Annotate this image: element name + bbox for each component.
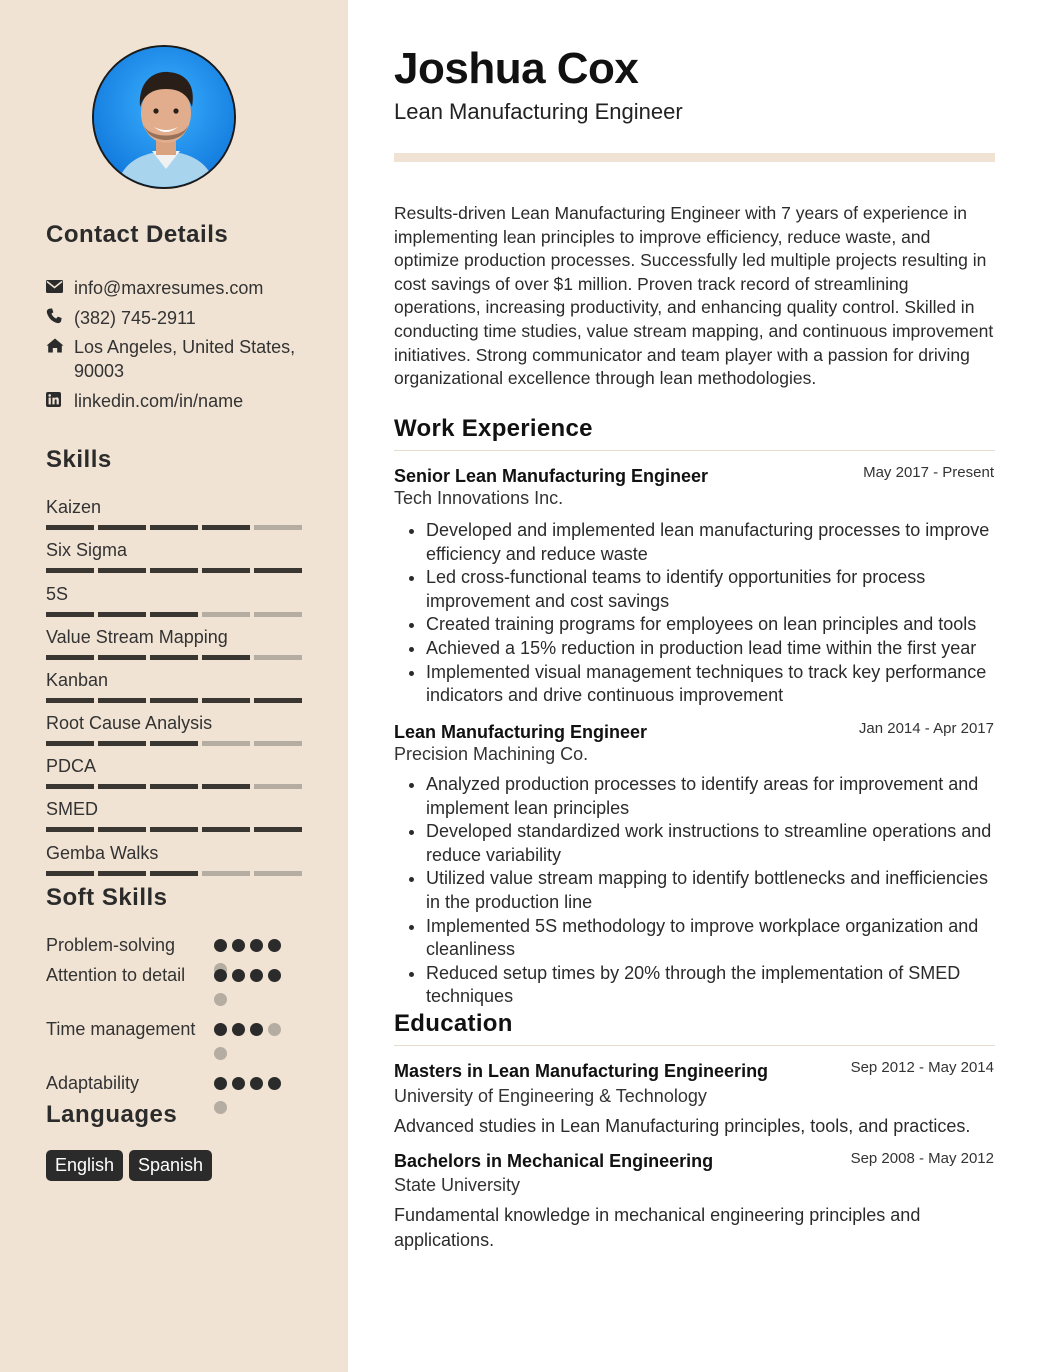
skill-level-segment: [98, 827, 146, 832]
address-line-1: Los Angeles, United States,: [74, 337, 296, 357]
linkedin-icon: [46, 389, 74, 409]
degree-title: Masters in Lean Manufacturing Engineering: [394, 1061, 769, 1081]
degree-dates: Sep 2012 - May 2014: [850, 1059, 994, 1076]
list-item: Analyzed production processes to identify areas for improvement and implement lean principles: [404, 773, 1000, 820]
skill-level-segment: [46, 698, 94, 703]
skill-item: [46, 583, 302, 617]
candidate-title: Lean Manufacturing Engineer: [394, 99, 683, 124]
soft-skill-name: Adaptability: [46, 1073, 140, 1093]
skill-level-segment: [98, 612, 146, 617]
rating-dot: [214, 1047, 227, 1060]
list-item: Reduced setup times by 20% through the implementation of SMED techniques: [404, 962, 1000, 1009]
contact-email[interactable]: [46, 276, 263, 300]
soft-skill-item: [46, 933, 306, 957]
job-company: Precision Machining Co.: [394, 744, 589, 764]
soft-skill-item: [46, 1017, 306, 1041]
skill-name: Gemba Walks: [46, 843, 159, 863]
skill-level-segment: [98, 784, 146, 789]
rating-dot: [250, 1077, 263, 1090]
skill-level-bar: [46, 612, 302, 617]
soft-skills-heading: Soft Skills: [46, 884, 168, 911]
skill-item: [46, 842, 302, 876]
contact-address: [46, 335, 295, 383]
profile-photo: [92, 45, 236, 189]
skill-level-segment: [98, 698, 146, 703]
school-name: University of Engineering & Technology: [394, 1086, 707, 1106]
skill-level-segment: [254, 698, 302, 703]
skill-level-bar: [46, 698, 302, 703]
education-heading: Education: [394, 1010, 513, 1037]
job-bullets: [404, 773, 1000, 1009]
skill-name: Kanban: [46, 670, 109, 690]
phone-text: (382) 745-2911: [74, 308, 196, 328]
job-dates: May 2017 - Present: [863, 464, 994, 481]
skill-level-segment: [46, 655, 94, 660]
work-experience-heading: Work Experience: [394, 415, 593, 442]
skill-name: Root Cause Analysis: [46, 713, 213, 733]
soft-skill-name: Time management: [46, 1019, 196, 1039]
skill-level-segment: [98, 525, 146, 530]
languages-heading: Languages: [46, 1101, 178, 1128]
skill-item: [46, 798, 302, 832]
list-item: Developed and implemented lean manufacturing processes to improve efficiency and reduce waste: [404, 519, 1000, 566]
skill-level-segment: [254, 871, 302, 876]
linkedin-text: linkedin.com/in/name: [74, 391, 244, 411]
list-item: Created training programs for employees on lean principles and tools: [404, 613, 1000, 637]
sidebar: [0, 0, 348, 1372]
skill-item: [46, 712, 302, 746]
degree-description: Advanced studies in Lean Manufacturing principles, tools, and practices.: [394, 1116, 971, 1136]
job-title: Senior Lean Manufacturing Engineer: [394, 466, 709, 486]
skill-level-segment: [150, 655, 198, 660]
list-item: Implemented 5S methodology to improve workplace organization and cleanliness: [404, 915, 1000, 962]
skill-item: [46, 496, 302, 530]
skill-name: SMED: [46, 799, 99, 819]
language-badge-spanish: Spanish: [129, 1150, 212, 1181]
candidate-name: Joshua Cox: [394, 44, 639, 93]
job-company: Tech Innovations Inc.: [394, 488, 564, 508]
rating-dot: [268, 969, 281, 982]
rating-dot: [214, 1101, 227, 1114]
contact-linkedin[interactable]: [46, 389, 243, 413]
skill-level-segment: [150, 741, 198, 746]
skill-item: [46, 755, 302, 789]
skill-level-bar: [46, 741, 302, 746]
skill-level-segment: [202, 784, 250, 789]
language-badge-english: English: [46, 1150, 123, 1181]
soft-skill-item: [46, 963, 306, 987]
skill-level-segment: [254, 827, 302, 832]
home-icon: [46, 335, 74, 355]
skill-level-segment: [46, 568, 94, 573]
rating-dot: [214, 969, 227, 982]
rating-dot: [232, 969, 245, 982]
rating-dot: [214, 939, 227, 952]
skill-item: [46, 669, 302, 703]
skill-level-segment: [46, 827, 94, 832]
rating-dot: [268, 1077, 281, 1090]
skill-level-segment: [150, 784, 198, 789]
skill-level-segment: [202, 568, 250, 573]
skill-level-segment: [46, 871, 94, 876]
soft-skill-item: [46, 1071, 306, 1095]
section-divider: [394, 450, 995, 451]
skill-level-segment: [202, 698, 250, 703]
skill-level-segment: [46, 741, 94, 746]
skill-level-segment: [98, 741, 146, 746]
skill-level-bar: [46, 784, 302, 789]
skill-level-segment: [254, 612, 302, 617]
skill-level-segment: [150, 612, 198, 617]
skill-level-segment: [46, 784, 94, 789]
skill-name: PDCA: [46, 756, 97, 776]
skill-level-bar: [46, 655, 302, 660]
accent-divider: [394, 153, 995, 162]
rating-dot: [250, 969, 263, 982]
skill-level-segment: [98, 568, 146, 573]
address-line-2: 90003: [74, 361, 125, 381]
skill-level-segment: [98, 655, 146, 660]
skill-level-segment: [98, 871, 146, 876]
rating-dot: [250, 1023, 263, 1036]
envelope-icon: [46, 276, 74, 296]
skill-level-segment: [202, 612, 250, 617]
skill-name: Value Stream Mapping: [46, 627, 228, 647]
rating-dot: [268, 939, 281, 952]
rating-dot: [250, 939, 263, 952]
skills-heading: Skills: [46, 446, 112, 473]
job-title: Lean Manufacturing Engineer: [394, 722, 648, 742]
skill-level-segment: [202, 741, 250, 746]
soft-skill-name: Attention to detail: [46, 965, 186, 985]
summary-paragraph: Results-driven Lean Manufacturing Engineer with 7 years of experience in implementing lean principles to improve efficiency, reduce waste, and optimize production processes. Successfully led multiple projects resulting in cost savings of over $1 million. Proven track record of streamlining operations, increasing productivity, and enhancing quality control. Skilled in conducting time studies, value stream mapping, and continuous improvement initiatives. Strong communicator and team player with a passion for driving organizational excellence through lean methodologies.: [394, 203, 994, 389]
skill-name: 5S: [46, 584, 69, 604]
skill-level-segment: [254, 525, 302, 530]
skill-level-segment: [202, 525, 250, 530]
list-item: Utilized value stream mapping to identify bottlenecks and inefficiencies in the production line: [404, 867, 1000, 914]
skill-level-segment: [150, 871, 198, 876]
skill-name: Kaizen: [46, 497, 102, 517]
skill-level-bar: [46, 568, 302, 573]
degree-dates: Sep 2008 - May 2012: [850, 1150, 994, 1167]
skill-level-segment: [254, 655, 302, 660]
skill-level-segment: [46, 525, 94, 530]
skill-item: [46, 539, 302, 573]
list-item: Developed standardized work instructions to streamline operations and reduce variability: [404, 820, 1000, 867]
rating-dot: [268, 1023, 281, 1036]
contact-heading: Contact Details: [46, 221, 229, 248]
email-text: info@maxresumes.com: [74, 278, 264, 298]
skill-level-segment: [150, 525, 198, 530]
section-divider: [394, 1045, 995, 1046]
list-item: Implemented visual management techniques to track key performance indicators and drive continuous improvement: [404, 661, 1000, 708]
skill-level-segment: [254, 568, 302, 573]
rating-dot: [214, 1023, 227, 1036]
skill-level-segment: [150, 698, 198, 703]
degree-title: Bachelors in Mechanical Engineering: [394, 1151, 714, 1171]
list-item: Led cross-functional teams to identify opportunities for process improvement and cost savings: [404, 566, 1000, 613]
degree-description: Fundamental knowledge in mechanical engineering principles and applications.: [394, 1205, 921, 1250]
skill-level-bar: [46, 871, 302, 876]
list-item: Achieved a 15% reduction in production lead time within the first year: [404, 637, 1000, 661]
rating-dot: [232, 939, 245, 952]
contact-phone[interactable]: [46, 306, 196, 330]
skill-level-bar: [46, 525, 302, 530]
school-name: State University: [394, 1175, 521, 1195]
skill-level-bar: [46, 827, 302, 832]
skill-level-segment: [202, 871, 250, 876]
soft-skill-name: Problem-solving: [46, 935, 176, 955]
rating-dot: [214, 993, 227, 1006]
phone-icon: [46, 306, 74, 326]
skill-level-segment: [254, 741, 302, 746]
skill-item: [46, 626, 302, 660]
skill-level-segment: [254, 784, 302, 789]
job-dates: Jan 2014 - Apr 2017: [858, 720, 994, 737]
rating-dot: [232, 1077, 245, 1090]
skill-level-segment: [150, 827, 198, 832]
skill-level-segment: [202, 827, 250, 832]
rating-dot: [214, 1077, 227, 1090]
job-bullets: [404, 519, 1000, 708]
rating-dot: [232, 1023, 245, 1036]
skill-level-segment: [150, 568, 198, 573]
skill-level-segment: [202, 655, 250, 660]
skill-level-segment: [46, 612, 94, 617]
skill-name: Six Sigma: [46, 540, 128, 560]
